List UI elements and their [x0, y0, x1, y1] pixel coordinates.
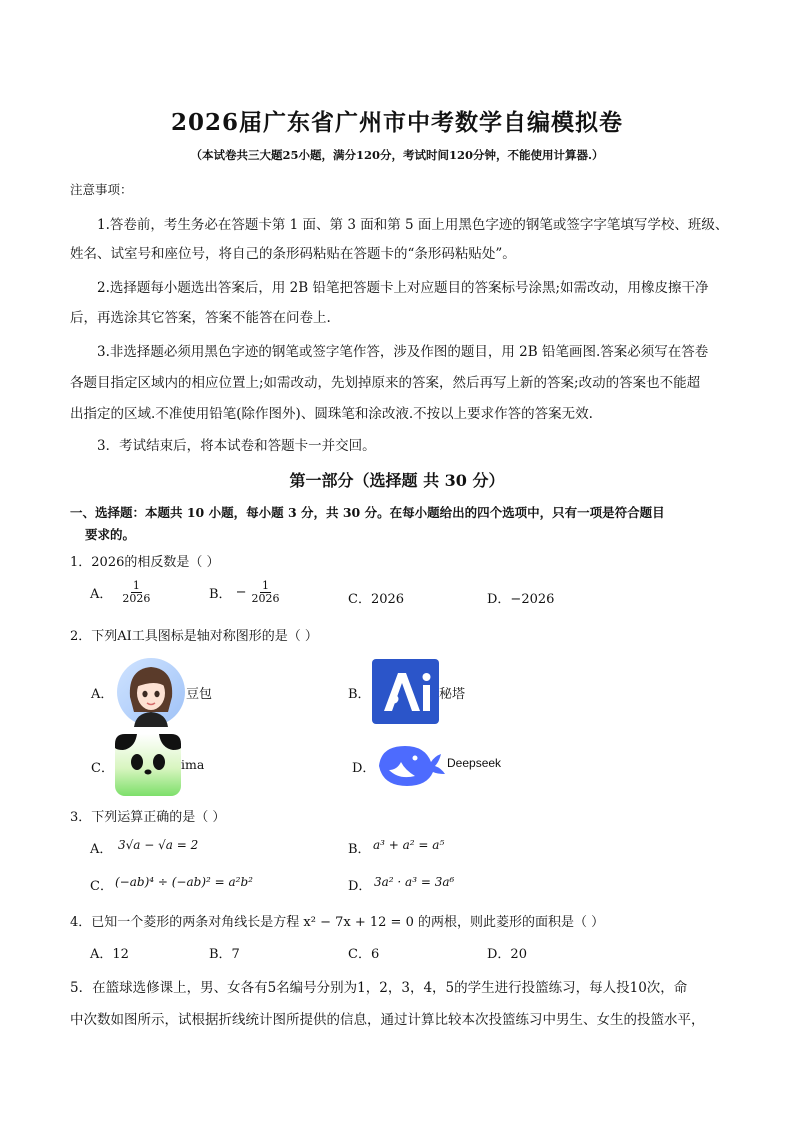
notice-p3-line2: 各题目指定区域内的相应位置上;如需改动，先划掉原来的答案，然后再写上新的答案;改动的答案也不能超 [70, 375, 701, 391]
q1-stem: 1．2026的相反数是（ ） [70, 555, 220, 570]
q3-stem: 3．下列运算正确的是（ ） [70, 810, 226, 825]
mita-logo-icon [372, 659, 439, 724]
q1-a-fraction [120, 580, 152, 605]
doubao-avatar-icon [116, 657, 186, 727]
section-title: 第一部分（选择题 共 30 分） [289, 471, 505, 490]
q3-c-expression: (−ab)⁴ ÷ (−ab)² = a²b² [115, 875, 253, 889]
q1-option-c: C．2026 [348, 592, 405, 607]
q2-c-label: C． [91, 761, 114, 776]
q1-b-numerator: 1 [261, 579, 269, 592]
q1-a-label: A． [90, 587, 113, 603]
page-title: 2026届广东省广州市中考数学自编模拟卷 [170, 109, 623, 136]
notice-p2-line2: 后，再选涂其它答案，答案不能答在问卷上. [70, 310, 331, 326]
notice-p4: 3．考试结束后，将本试卷和答题卡一并交回。 [97, 438, 376, 454]
q3-d-label: D． [348, 879, 372, 894]
section-intro-line1: 一、选择题：本题共 10 小题，每小题 3 分，共 30 分。在每小题给出的四个选项中，只有一项是符合题目 [70, 505, 665, 520]
q1-b-label: B． [209, 587, 232, 603]
q1-a-denominator: 2026 [122, 592, 151, 606]
q2-stem: 2．下列AI工具图标是轴对称图形的是（ ） [70, 629, 318, 644]
q2-a-name: 豆包 [186, 687, 213, 702]
q3-c-label: C． [90, 879, 113, 894]
notice-heading: 注意事项： [70, 182, 133, 197]
q5-line2: 中次数如图所示，试根据折线统计图所提供的信息，通过计算比较本次投篮练习中男生、女生的投篮水平， [70, 1012, 705, 1028]
q4-option-b: B．7 [209, 947, 240, 962]
q1-option-d: D．−2026 [487, 592, 555, 607]
q4-option-d: D．20 [487, 947, 527, 962]
q1-b-sign: − [235, 585, 247, 601]
q5-line1: 5．在篮球选修课上，男、女各有5名编号分别为1，2，3，4，5的学生进行投篮练习，每人投10次，命 [70, 980, 688, 996]
q3-d-expression: 3a² · a³ = 3a⁶ [374, 875, 455, 889]
q4-option-c: C．6 [348, 947, 380, 962]
ima-panda-icon [115, 734, 181, 796]
q2-b-name: 秘塔 [439, 687, 466, 702]
q1-b-fraction [249, 580, 281, 605]
notice-p1-line1: 1.答卷前，考生务必在答题卡第 1 面、第 3 面和第 5 面上用黑色字迹的钢笔或签字字笔填写学校、班级、 [97, 217, 729, 233]
q2-c-name: ima [181, 757, 205, 772]
q1-a-numerator: 1 [132, 579, 140, 592]
q3-b-label: B． [348, 842, 371, 857]
notice-p1-line2: 姓名、试室号和座位号，将自己的条形码粘贴在答题卡的“条形码粘贴处”。 [70, 246, 516, 262]
q4-stem: 4．已知一个菱形的两条对角线长是方程 x² − 7x + 12 = 0 的两根，则此菱形的面积是（ ） [70, 915, 605, 930]
section-intro-line2: 要求的。 [85, 527, 136, 542]
q3-a-expression: 3√a − √a = 2 [118, 838, 199, 852]
exam-subtitle: （本试卷共三大题25小题，满分120分，考试时间120分钟，不能使用计算器.） [190, 148, 604, 162]
notice-p2-line1: 2.选择题每小题选出答案后，用 2B 铅笔把答题卡上对应题目的答案标号涂黑;如需改动，用橡皮擦干净 [97, 280, 709, 296]
q3-a-label: A． [90, 842, 113, 857]
q2-a-label: A． [91, 687, 114, 702]
q2-d-label: D． [352, 761, 376, 776]
deepseek-whale-icon [375, 740, 447, 790]
q1-option-a [90, 580, 152, 605]
notice-p3-line1: 3.非选择题必须用黑色字迹的钢笔或签字笔作答，涉及作图的题目，用 2B 铅笔画图.答案必须写在答卷 [97, 344, 709, 360]
q4-option-a: A．12 [90, 947, 129, 962]
q2-d-name: Deepseek [447, 756, 502, 770]
notice-p3-line3: 出指定的区域.不准使用铅笔(除作图外)、圆珠笔和涂改液.不按以上要求作答的答案无效. [70, 406, 593, 422]
q3-b-expression: a³ + a² = a⁵ [373, 838, 445, 852]
q1-b-denominator: 2026 [251, 592, 280, 606]
q2-b-label: B． [348, 687, 371, 702]
q1-option-b [209, 580, 281, 605]
